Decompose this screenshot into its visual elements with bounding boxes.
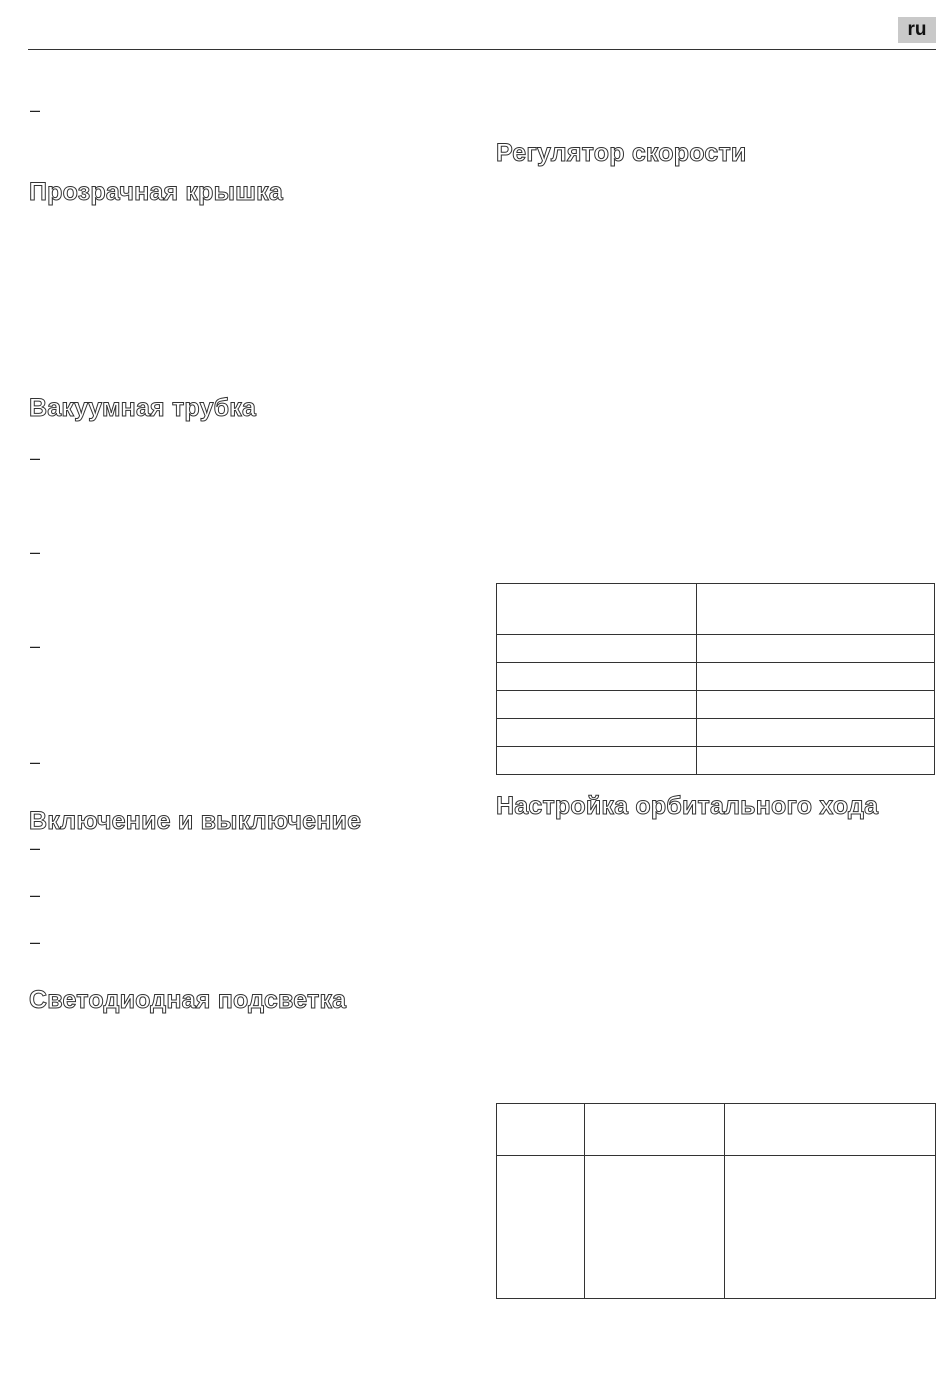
- table-cell: [697, 584, 935, 635]
- bullet-dash: –: [30, 448, 41, 468]
- language-badge: ru: [898, 17, 936, 43]
- bullet-dash: –: [30, 838, 41, 858]
- table-cell: [497, 747, 697, 775]
- table-cell: [725, 1104, 936, 1156]
- table-cell: [697, 635, 935, 663]
- table-row: [497, 691, 935, 719]
- table-cell: [697, 747, 935, 775]
- table-row: [497, 663, 935, 691]
- table-cell: [497, 635, 697, 663]
- table-row: [497, 1104, 936, 1156]
- table-cell: [497, 663, 697, 691]
- heading-led-light: Светодиодная подсветка: [29, 986, 347, 1014]
- table-cell: [697, 719, 935, 747]
- table-row: [497, 719, 935, 747]
- table-cell: [497, 1104, 585, 1156]
- table-cell: [697, 663, 935, 691]
- table-row: [497, 1156, 936, 1299]
- table-cell: [497, 719, 697, 747]
- heading-vacuum-tube: Вакуумная трубка: [29, 394, 257, 422]
- table-row: [497, 584, 935, 635]
- table-row: [497, 747, 935, 775]
- header-rule: [28, 49, 936, 50]
- table-cell: [697, 691, 935, 719]
- table-cell: [585, 1104, 725, 1156]
- table-row: [497, 635, 935, 663]
- heading-transparent-cover: Прозрачная крышка: [29, 178, 283, 206]
- bullet-dash: –: [30, 752, 41, 772]
- table-cell: [497, 691, 697, 719]
- heading-orbital-setting: Настройка орбитального хода: [496, 792, 879, 820]
- speed-table: [496, 583, 935, 775]
- table-cell: [725, 1156, 936, 1299]
- table-cell: [497, 584, 697, 635]
- orbital-table: [496, 1103, 936, 1299]
- bullet-dash: –: [30, 542, 41, 562]
- heading-speed-control: Регулятор скорости: [496, 139, 747, 167]
- bullet-dash: –: [30, 885, 41, 905]
- bullet-dash: –: [30, 100, 41, 120]
- table-cell: [585, 1156, 725, 1299]
- heading-switching: Включение и выключение: [29, 807, 362, 835]
- bullet-dash: –: [30, 932, 41, 952]
- bullet-dash: –: [30, 636, 41, 656]
- table-cell: [497, 1156, 585, 1299]
